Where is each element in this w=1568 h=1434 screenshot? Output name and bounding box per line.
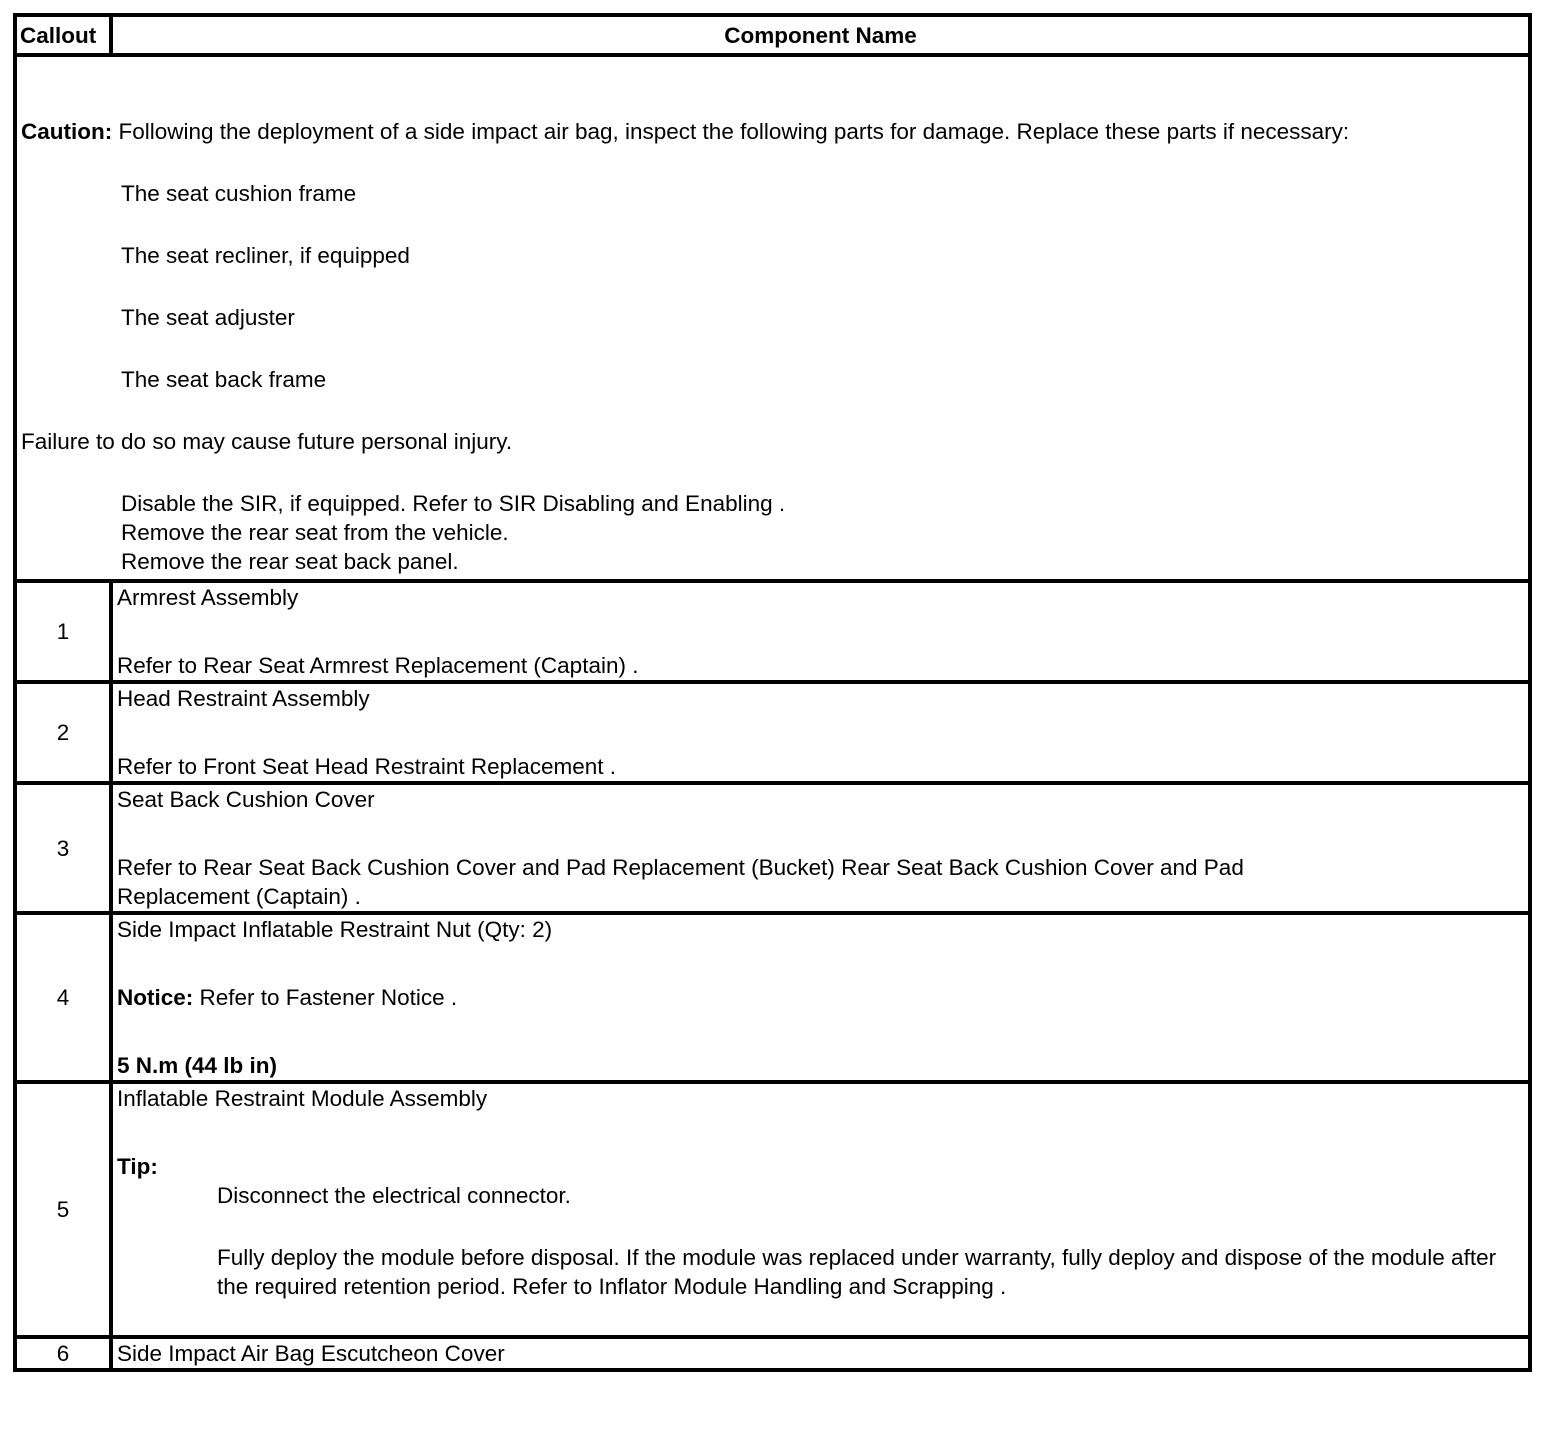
component-cell [111,783,1530,913]
callout-number: 2 [15,682,111,783]
procedure-steps [21,489,1522,576]
notice-label: Notice: [117,985,194,1010]
table-row [15,682,1530,783]
callout-number: 3 [15,783,111,913]
caution-text: Following the deployment of a side impact air bag, inspect the following parts for damage. Replace these parts if necessary: [112,119,1350,144]
inspect-item: The seat back frame [121,367,327,392]
caution-label: Caution: [21,119,113,144]
inspect-item: The seat adjuster [121,305,295,330]
component-table [13,13,1532,1372]
component-reference: Refer to Rear Seat Back Cushion Cover and Pad Replacement (Bucket) Rear Seat Back Cushion Cover and Pad Replacement (Captain) . [117,855,1244,909]
table-row [15,913,1530,1082]
component-cell [111,1082,1530,1337]
inspect-item: The seat cushion frame [121,181,357,206]
component-cell [111,682,1530,783]
callout-number: 5 [15,1082,111,1337]
failure-warning: Failure to do so may cause future personal injury. [21,429,513,454]
notice-paragraph [117,983,1520,1012]
tip-label: Tip: [117,1154,158,1179]
component-name: Seat Back Cushion Cover [117,787,375,812]
component-name: Side Impact Air Bag Escutcheon Cover [117,1341,505,1366]
torque-spec [117,1051,1520,1080]
inspect-item: The seat recliner, if equipped [121,243,410,268]
torque-value: 5 N.m (44 lb in) [117,1053,278,1078]
table-row [15,1082,1530,1337]
callout-column-header: Callout [15,15,111,55]
callout-number: 6 [15,1337,111,1370]
component-name: Head Restraint Assembly [117,686,370,711]
callout-number: 1 [15,581,111,682]
component-cell [111,913,1530,1082]
callout-number: 4 [15,913,111,1082]
component-cell [111,1337,1530,1370]
document-page [13,13,1528,1372]
component-name: Inflatable Restraint Module Assembly [117,1086,488,1111]
caution-paragraph [21,117,1522,146]
inspect-list [21,179,1522,394]
notice-text: Refer to Fastener Notice . [193,985,458,1010]
component-reference: Refer to Front Seat Head Restraint Replacement . [117,754,616,779]
table-header-row [15,15,1530,55]
procedure-step: Disable the SIR, if equipped. Refer to SIR Disabling and Enabling . [121,491,786,516]
intro-cell [15,55,1530,581]
intro-row [15,55,1530,581]
tip-list [117,1181,1520,1301]
component-name: Armrest Assembly [117,585,299,610]
tip-item: Disconnect the electrical connector. [217,1183,571,1208]
table-row [15,783,1530,913]
table-row [15,1337,1530,1370]
component-reference: Refer to Rear Seat Armrest Replacement (Captain) . [117,653,639,678]
procedure-step: Remove the rear seat from the vehicle. [121,520,509,545]
component-name: Side Impact Inflatable Restraint Nut (Qty: 2) [117,917,553,942]
component-cell [111,581,1530,682]
procedure-step: Remove the rear seat back panel. [121,549,459,574]
table-row [15,581,1530,682]
tip-item: Fully deploy the module before disposal. If the module was replaced under warranty, fully deploy and dispose of the module after the required retention period. Refer to Inflator Module Handling and Scrapping . [217,1245,1497,1299]
tip-heading [117,1152,1520,1181]
component-name-column-header: Component Name [111,15,1530,55]
